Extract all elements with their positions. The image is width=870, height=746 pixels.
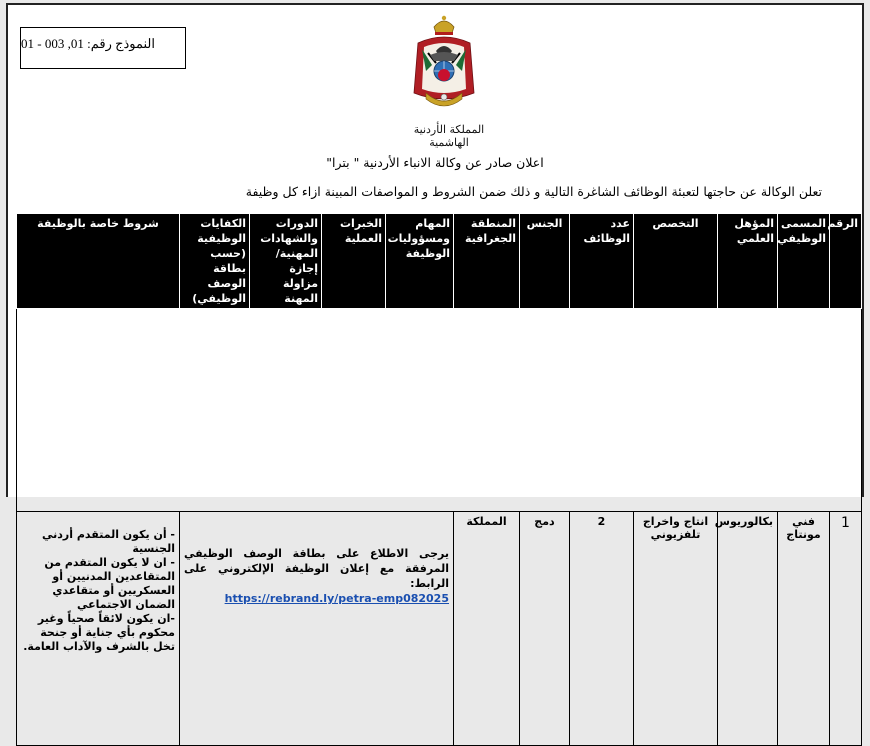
header-courses: الدورات والشهادات المهنية/إجازة مزاولة المهنة [250,214,322,309]
cell-conditions [17,512,180,746]
form-number-box [20,27,186,69]
job-card-link[interactable]: https://rebrand.ly/petra-emp082025 [224,592,449,605]
condition-item: - أن يكون المتقدم أردني الجنسية [42,528,175,555]
header-specialty: التخصص [634,214,718,309]
cell-region: المملكة [454,512,520,746]
cell-job-title: فني مونتاج [778,512,830,746]
jobs-table [16,213,862,746]
header-experience: الخبرات العملية [322,214,386,309]
table-row [17,512,862,746]
header-duties: المهام ومسؤوليات الوظيفة [386,214,454,309]
condition-item: -ان يكون لائقاً صحياً وغير محكوم بأي جناية أو جنحة تخل بالشرف والآداب العامة. [23,612,175,653]
header-region: المنطقة الجغرافية [454,214,520,309]
royal-emblem-icon [408,13,480,113]
announcement-title: اعلان صادر عن وكالة الانباء الأردنية " بترا" [326,155,544,170]
header-job-title: المسمى الوظيفي [778,214,830,309]
header-num: الرقم [830,214,862,309]
header-count: عدد الوظائف [570,214,634,309]
header-gender: الجنس [520,214,570,309]
condition-item: - ان لا يكون المتقدم من المتقاعدين المدنيين أو العسكريين أو متقاعدي الضمان الاجتماعي [44,556,175,611]
cell-num: 1 [830,512,862,746]
separator-row [17,309,862,512]
cell-gender: دمج [520,512,570,746]
cell-count: 2 [570,512,634,746]
header-conditions: شروط خاصة بالوظيفة [17,214,180,309]
cell-job-description [180,512,454,746]
header-competencies: الكفايات الوظيفية (حسب بطاقة الوصف الوظيفي) [180,214,250,309]
header-qualification: المؤهل العلمي [718,214,778,309]
apply-instructions: يرجى الاطلاع على بطاقة الوصف الوظيفي المرفقة مع إعلان الوظيفة الإلكتروني على الرابط: [184,547,449,590]
cell-specialty: انتاج واخراج تلفزيوني [634,512,718,746]
document-page [6,3,864,653]
kingdom-name: المملكة الأردنية الهاشمية [413,123,485,149]
cell-qualification: بكالوريوس [718,512,778,746]
announcement-subtitle: تعلن الوكالة عن حاجتها لتعبئة الوظائف الشاغرة التالية و ذلك ضمن الشروط و المواصفات المبينة ازاء كل وظيفة [245,184,822,199]
form-number: النموذج رقم: 01, 003 - 01 [21,36,156,51]
table-header-row [17,214,862,309]
